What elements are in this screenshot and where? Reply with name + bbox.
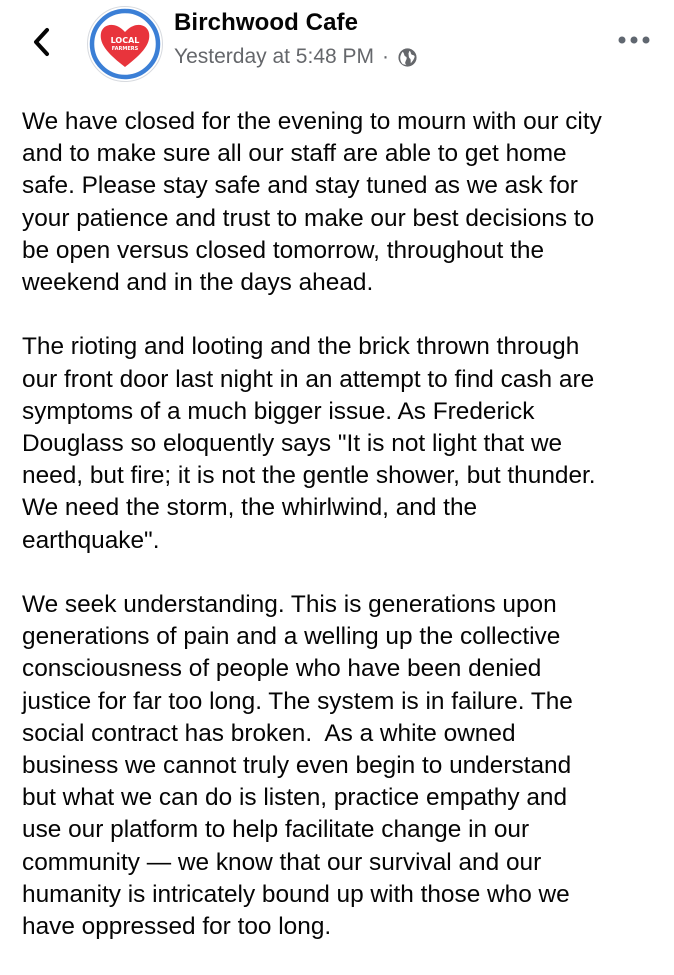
post-paragraph: We have closed for the evening to mourn with our city and to make sure all our staff are able to get home safe. Please stay safe and stay tuned as we ask for your patience and trust to make our best decisions to be open versus closed tomorrow, throughout the weekend and in the days ahead. <box>22 108 602 297</box>
post-header <box>0 0 674 100</box>
more-horizontal-icon <box>618 36 650 44</box>
meta-separator: · <box>382 45 390 68</box>
page-avatar[interactable] <box>86 5 164 83</box>
logo-text-line2: FARMERS <box>111 46 139 52</box>
logo-text-line1: LOCAL <box>110 36 140 45</box>
page-name-link[interactable]: Birchwood Cafe <box>174 9 359 36</box>
globe-icon[interactable] <box>397 47 418 68</box>
post-paragraph: We seek understanding. This is generations upon generations of pain and a welling up the collective consciousness of people who have been denied justice for far too long. The system is in failure. The social contract has broken. As a white owned business we cannot truly even begin to understand but what we can do is listen, practice empathy and use our platform to help facilitate change in our community — we know that our survival and our humanity is intricately bound up with those who we have oppressed for too long. <box>22 591 573 941</box>
post-text <box>22 106 656 975</box>
post-paragraph: The rioting and looting and the brick thrown through our front door last night in an attempt to find cash are symptoms of a much bigger issue. As Frederick Douglass so eloquently says "It is not light that we need, but fire; it is not the gentle shower, but thunder. We need the storm, the whirlwind, and the earthquake". <box>22 333 596 554</box>
back-button[interactable] <box>22 20 62 64</box>
birchwood-logo <box>86 5 164 83</box>
chevron-left-icon <box>32 27 52 57</box>
more-options-button[interactable] <box>616 28 652 52</box>
post-timestamp[interactable]: Yesterday at 5:48 PM <box>174 45 375 68</box>
post-meta <box>174 45 418 69</box>
